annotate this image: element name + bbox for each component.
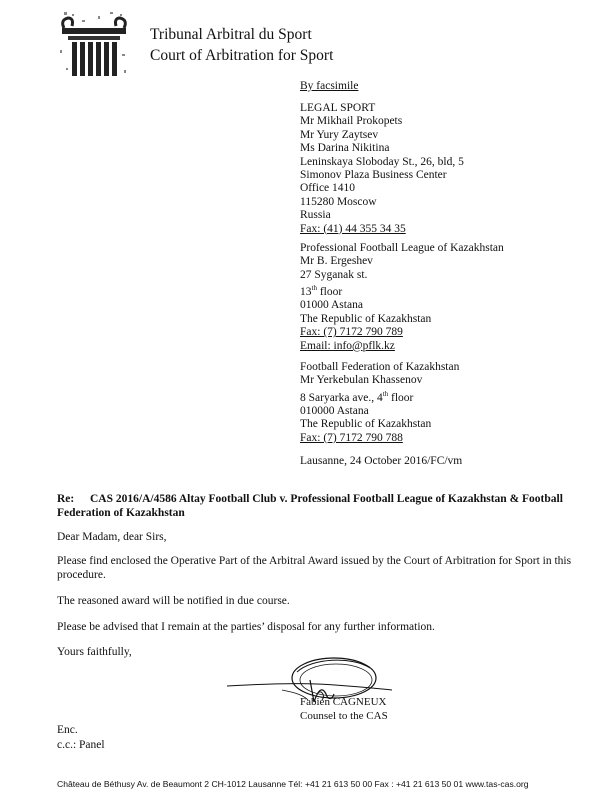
cc-note: c.c.: Panel: [57, 739, 105, 751]
delivery-method: By facsimile: [300, 80, 359, 92]
street-text: 8 Saryarka ave., 4: [300, 391, 383, 404]
subject-label: Re:: [57, 493, 75, 505]
ordinal-suffix: th: [311, 284, 317, 293]
org-name-en: Court of Arbitration for Sport: [150, 47, 334, 64]
address-line: [300, 282, 504, 299]
address-line: Mr Yury Zaytsev: [300, 128, 379, 141]
fax-number: Fax: (41) 44 355 34 35: [300, 222, 406, 235]
address-line: Mr Yerkebulan Khassenov: [300, 374, 423, 387]
address-line: 115280 Moscow: [300, 195, 377, 208]
signatory-title: Counsel to the CAS: [300, 709, 388, 722]
signatory-name: Fabien CAGNEUX: [300, 696, 387, 708]
closing: Yours faithfully,: [57, 646, 132, 658]
address-line: [300, 388, 459, 405]
address-line: 27 Syganak st.: [300, 268, 368, 281]
page-footer: Château de Béthusy Av. de Beaumont 2 CH-1012 Lausanne Tél: +41 21 613 50 00 Fax : +41 21 613 50 01 www.tas-cas.org: [57, 779, 529, 789]
fax-number: Fax: (7) 7172 790 789: [300, 326, 403, 339]
signatory: [300, 696, 388, 723]
email-link[interactable]: Email: info@pflk.kz: [300, 339, 395, 352]
address-line: Mr B. Ergeshev: [300, 255, 373, 268]
address-line: LEGAL SPORT: [300, 102, 376, 114]
org-name-fr: Tribunal Arbitral du Sport: [150, 26, 312, 43]
floor-text: floor: [388, 391, 414, 404]
address-line: Mr Mikhail Prokopets: [300, 115, 403, 128]
body-paragraph-3: Please be advised that I remain at the parties’ disposal for any further information.: [57, 621, 435, 633]
letterhead: [150, 24, 333, 66]
address-line: The Republic of Kazakhstan: [300, 418, 432, 431]
address-line: The Republic of Kazakhstan: [300, 312, 432, 325]
recipient-block-legal-sport: [300, 102, 464, 236]
floor-text: floor: [316, 286, 343, 299]
fax-number: Fax: (7) 7172 790 788: [300, 431, 403, 444]
cas-logo: [58, 10, 130, 80]
address-line: Football Federation of Kazakhstan: [300, 361, 460, 373]
address-line: Russia: [300, 209, 331, 222]
date-reference: Lausanne, 24 October 2016/FC/vm: [300, 455, 463, 467]
recipient-block-pflk: [300, 242, 504, 353]
recipient-block-ffk: [300, 361, 459, 445]
address-line: 010000 Astana: [300, 405, 369, 418]
enclosure-note: Enc.: [57, 724, 78, 736]
subject-line: [57, 493, 577, 520]
address-line: Ms Darina Nikitina: [300, 142, 390, 155]
ordinal-suffix: th: [382, 389, 389, 398]
address-line: Office 1410: [300, 182, 356, 195]
address-line: Professional Football League of Kazakhstan: [300, 242, 504, 254]
address-line: Leninskaya Sloboday St., 26, bld, 5: [300, 155, 464, 168]
floor-number: 13: [300, 286, 312, 299]
body-paragraph-2: The reasoned award will be notified in due course.: [57, 595, 290, 607]
subject-text: CAS 2016/A/4586 Altay Football Club v. Professional Football League of Kazakhstan & Football Federation of Kazakhstan: [57, 493, 563, 519]
address-line: Simonov Plaza Business Center: [300, 169, 447, 182]
salutation: Dear Madam, dear Sirs,: [57, 531, 167, 543]
body-paragraph-1: Please find enclosed the Operative Part of the Arbitral Award issued by the Court of Arbitration for Sport in this procedure.: [57, 555, 572, 581]
address-line: 01000 Astana: [300, 299, 363, 312]
